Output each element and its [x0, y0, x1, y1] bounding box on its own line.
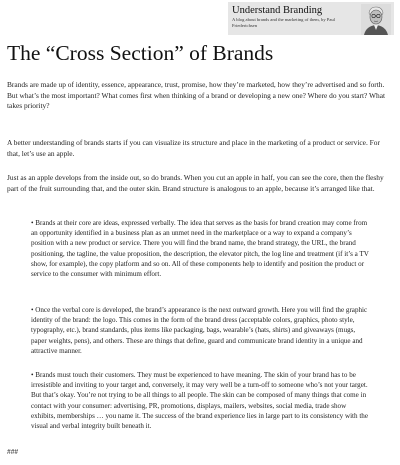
- author-portrait-icon: [361, 4, 391, 35]
- article-headline: The “Cross Section” of Brands: [7, 41, 274, 65]
- article-paragraph: A better understanding of brands starts if you can visualize its structure and place in the marketing of a product or service. For that, let’s use an apple.: [7, 138, 380, 158]
- blog-masthead[interactable]: [228, 2, 394, 35]
- article-paragraph: Brands are made up of identity, essence, appearance, trust, promise, how they’re marketed, how they’re advertised and so forth. But what’s the most important? What comes first when thinking of a brand or developing a new one? Where do you start? What takes priority?: [7, 80, 386, 110]
- blog-title[interactable]: Understand Branding: [232, 5, 323, 16]
- article-bullet-core: • Brands at their core are ideas, expressed verbally. The idea that serves as the basis for brand creation may come from an opportunity identified in a business plan as an unmet need in the marketplace or a way to expand a company’s position with a new product or service. There you will find the brand name, the brand strategy, the URL, the brand positioning, the tagline, the value proposition, the description, the elevator pitch, the log line and treatment (if it’s a TV show, for example), the copy platform and so on. All of these components help to identify and position the product or service to the consumer with minimum effort.: [31, 219, 369, 279]
- blog-subtitle: A blog about brands and the marketing of them, by Paul Friederichsen: [232, 17, 335, 28]
- article-end-mark: ###: [7, 447, 19, 456]
- article-paragraph: Just as an apple develops from the inside out, so do brands. When you cut an apple in half, you can see the core, then the fleshy part of the fruit surrounding that, and the outer skin. Brand structure is analogous to an apple, because it’s arranged like that.: [7, 173, 384, 193]
- article-bullet-appearance: • Once the verbal core is developed, the brand’s appearance is the next outward growth. Here you will find the graphic identity of the brand: the logo. This comes in the form of the brand dress (acceptable colors, graphics, photo style, typography, etc.), brand standards, plus items like packaging, bags, wearable’s (hats, shirts) and giveaways (mugs, paper weights, pens), and others. These are things that define, guard and communicate brand identity in a unique and attractive manner.: [31, 306, 368, 355]
- article-bullet-skin: • Brands must touch their customers. They must be experienced to have meaning. The skin of your brand has to be irresistible and inviting to your target and, conversely, it may very well be a turn-off to someone who’s not your target. But that’s okay. You’re not trying to be all things to all people. The skin can be composed of many things that come in contact with your consumer: advertising, PR, promotions, displays, mailers, websites, social media, trade show exhibits, memberships … you name it. The success of the brand experience lies in large part to its consistency with the visual and verbal integrity built beneath it.: [31, 371, 369, 431]
